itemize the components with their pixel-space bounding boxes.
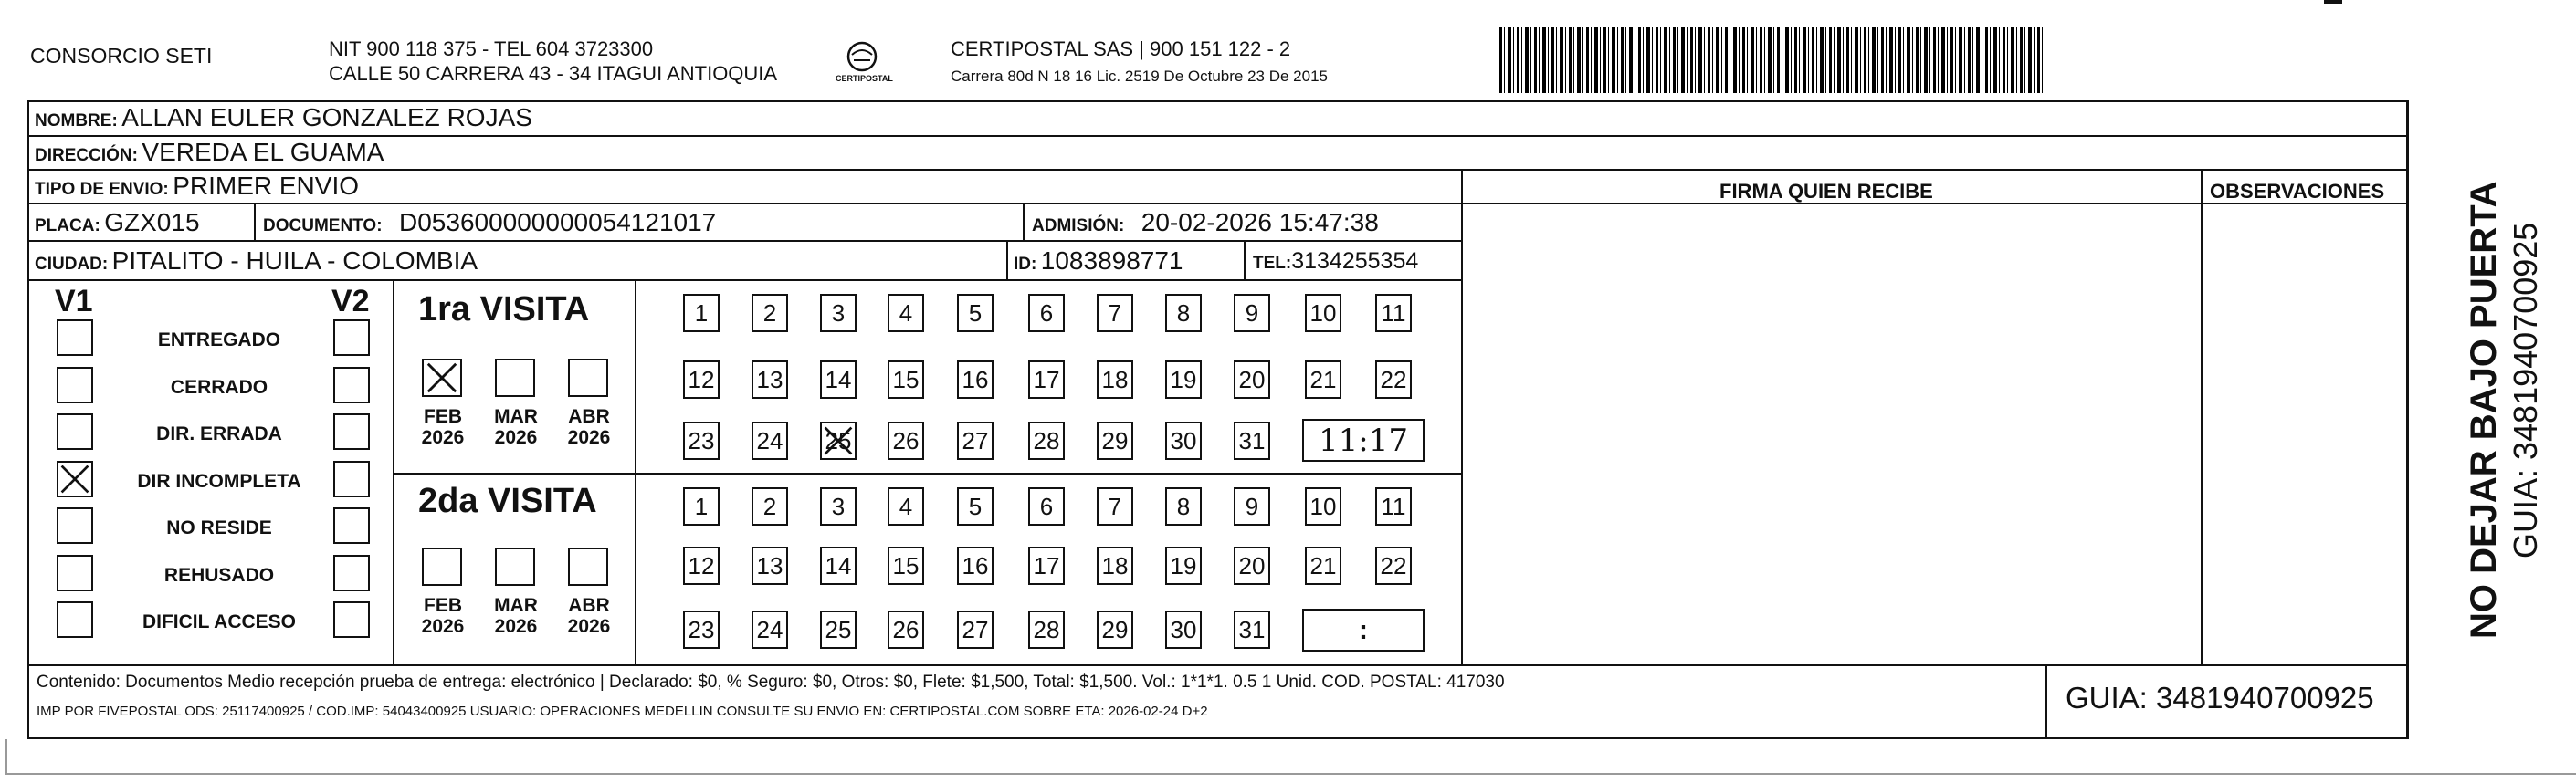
check-mark-icon [822,423,855,458]
observaciones-header: OBSERVACIONES [2210,180,2385,203]
admision-value: 20-02-2026 15:47:38 [1141,208,1379,236]
day-box-27[interactable]: 27 [957,611,994,649]
documento-value: D053600000000054121017 [399,208,717,236]
v2-header: V2 [331,284,370,318]
month-name: MAR [494,406,538,427]
id-label: ID: [1014,255,1037,274]
day-box-15[interactable]: 15 [888,360,924,399]
day-box-30[interactable]: 30 [1165,422,1202,460]
day-box-9[interactable]: 9 [1234,294,1270,332]
status-label: ENTREGADO [157,329,281,350]
footer-guia: GUIA: 3481940700925 [2066,681,2374,715]
tipo-value: PRIMER ENVIO [173,172,360,200]
day-box-29[interactable]: 29 [1097,611,1133,649]
month-name: ABR [568,406,610,427]
day-box-5[interactable]: 5 [957,487,994,526]
direccion-value: VEREDA EL GUAMA [142,138,384,166]
admision-cell [1032,210,1379,235]
logo-text: CERTIPOSTAL [836,74,893,83]
day-box-17[interactable]: 17 [1028,360,1065,399]
month-checkbox-mar[interactable] [495,548,535,586]
admision-label: ADMISIÓN: [1032,216,1125,235]
month-checkbox-mar[interactable] [495,359,535,397]
certi-line1: CERTIPOSTAL SAS | 900 151 122 - 2 [951,37,1291,60]
visit2-time-field[interactable]: : [1302,609,1425,652]
status-v2-checkbox[interactable] [333,319,370,356]
day-box-16[interactable]: 16 [957,547,994,585]
month-label [562,595,616,637]
day-box-8[interactable]: 8 [1165,294,1202,332]
day-box-4[interactable]: 4 [888,487,924,526]
day-box-26[interactable]: 26 [888,422,924,460]
ciudad-value: PITALITO - HUILA - COLOMBIA [111,246,478,275]
day-box-4[interactable]: 4 [888,294,924,332]
month-label [415,595,470,637]
status-v1-checkbox[interactable] [57,461,93,497]
status-label: DIR INCOMPLETA [137,471,301,492]
status-v1-checkbox[interactable] [57,601,93,638]
status-label: REHUSADO [163,565,275,586]
status-v1-checkbox[interactable] [57,507,93,544]
status-v1-checkbox[interactable] [57,367,93,403]
day-box-10[interactable]: 10 [1305,294,1341,332]
form-frame [27,100,2408,739]
direccion-row [35,140,384,165]
day-box-25[interactable]: 25 [820,422,857,460]
day-box-13[interactable]: 13 [752,547,788,585]
tel-value: 3134255354 [1291,248,1419,274]
day-box-28[interactable]: 28 [1028,611,1065,649]
month-checkbox-feb[interactable] [422,359,462,397]
corner-mark [2324,0,2342,4]
month-year: 2026 [494,616,538,638]
status-label: DIR. ERRADA [156,423,282,444]
day-box-17[interactable]: 17 [1028,547,1065,585]
month-label [562,406,616,448]
month-name: FEB [424,406,462,427]
day-box-12[interactable]: 12 [683,360,720,399]
day-box-3[interactable]: 3 [820,487,857,526]
side-guia: GUIA: 3481940700925 [2507,222,2544,559]
day-box-19[interactable]: 19 [1165,547,1202,585]
side-warning: NO DEJAR BAJO PUERTA [2464,181,2504,639]
day-box-11[interactable]: 11 [1375,487,1412,526]
status-v2-checkbox[interactable] [333,367,370,403]
day-box-18[interactable]: 18 [1097,360,1133,399]
v1-header: V1 [55,284,93,318]
day-box-22[interactable]: 22 [1375,360,1412,399]
month-year: 2026 [421,616,465,638]
day-box-6[interactable]: 6 [1028,487,1065,526]
day-box-1[interactable]: 1 [683,487,720,526]
company-name: CONSORCIO SETI [30,44,213,68]
day-box-16[interactable]: 16 [957,360,994,399]
ciudad-cell [35,248,478,274]
day-box-27[interactable]: 27 [957,422,994,460]
day-box-11[interactable]: 11 [1375,294,1412,332]
day-box-2[interactable]: 2 [752,294,788,332]
status-v2-checkbox[interactable] [333,555,370,591]
day-box-13[interactable]: 13 [752,360,788,399]
tipo-row [35,173,359,199]
placa-label: PLACA: [35,216,100,235]
day-box-20[interactable]: 20 [1234,547,1270,585]
firma-header: FIRMA QUIEN RECIBE [1719,180,1933,203]
certi-line2: Carrera 80d N 18 16 Lic. 2519 De Octubre 23 De 2015 [951,68,1328,85]
month-label [489,406,543,448]
day-box-24[interactable]: 24 [752,611,788,649]
documento-cell [263,210,716,235]
tipo-label: TIPO DE ENVIO: [35,180,169,199]
status-v2-checkbox[interactable] [333,413,370,450]
check-mark-icon [58,463,91,496]
day-box-23[interactable]: 23 [683,611,720,649]
placa-cell [35,210,200,235]
month-year: 2026 [494,427,538,449]
day-box-26[interactable]: 26 [888,611,924,649]
day-box-24[interactable]: 24 [752,422,788,460]
certipostal-logo [836,37,893,89]
visit1-time-field[interactable]: 11:17 [1302,419,1425,462]
day-box-29[interactable]: 29 [1097,422,1133,460]
visit1-title: 1ra VISITA [418,290,590,329]
day-box-23[interactable]: 23 [683,422,720,460]
day-box-1[interactable]: 1 [683,294,720,332]
month-checkbox-feb[interactable] [422,548,462,586]
status-v2-checkbox[interactable] [333,461,370,497]
nombre-value: ALLAN EULER GONZALEZ ROJAS [121,103,532,131]
day-box-2[interactable]: 2 [752,487,788,526]
nombre-row [35,105,532,130]
barcode [1499,27,2043,93]
day-box-8[interactable]: 8 [1165,487,1202,526]
status-v2-checkbox[interactable] [333,507,370,544]
nombre-label: NOMBRE: [35,111,118,130]
tel-label: TEL: [1253,254,1292,273]
status-label: CERRADO [170,377,268,398]
day-box-28[interactable]: 28 [1028,422,1065,460]
month-year: 2026 [421,427,465,449]
address-line: CALLE 50 CARRERA 43 - 34 ITAGUI ANTIOQUIA [329,62,778,85]
nit-line: NIT 900 118 375 - TEL 604 3723300 [329,37,654,60]
month-year: 2026 [567,616,611,638]
day-box-14[interactable]: 14 [820,547,857,585]
day-box-18[interactable]: 18 [1097,547,1133,585]
day-box-6[interactable]: 6 [1028,294,1065,332]
day-box-21[interactable]: 21 [1305,547,1341,585]
footer-line1: Contenido: Documentos Medio recepción prueba de entrega: electrónico | Declarado: $0, % Seguro: $0, Otros: $0, Flete: $1,500, Total: $1,500. Vol.: 1*1*1. 0.5 1 Unid. COD. POSTAL: 417030 [37,673,1505,692]
documento-label: DOCUMENTO: [263,216,383,235]
month-name: MAR [494,595,538,616]
id-cell [1014,248,1183,274]
month-label [489,595,543,637]
month-checkbox-abr[interactable] [568,359,608,397]
day-box-3[interactable]: 3 [820,294,857,332]
status-label: NO RESIDE [166,517,272,538]
day-box-7[interactable]: 7 [1097,294,1133,332]
day-box-7[interactable]: 7 [1097,487,1133,526]
day-box-9[interactable]: 9 [1234,487,1270,526]
day-box-5[interactable]: 5 [957,294,994,332]
ciudad-label: CIUDAD: [35,255,109,274]
day-box-20[interactable]: 20 [1234,360,1270,399]
status-v1-checkbox[interactable] [57,555,93,591]
day-box-12[interactable]: 12 [683,547,720,585]
direccion-label: DIRECCIÓN: [35,146,138,165]
tel-cell [1253,250,1418,273]
month-year: 2026 [567,427,611,449]
id-value: 1083898771 [1040,246,1183,275]
check-mark-icon [424,360,460,395]
month-name: ABR [568,595,610,616]
day-box-19[interactable]: 19 [1165,360,1202,399]
month-name: FEB [424,595,462,616]
month-checkbox-abr[interactable] [568,548,608,586]
placa-value: GZX015 [104,208,200,236]
status-v2-checkbox[interactable] [333,601,370,638]
day-box-21[interactable]: 21 [1305,360,1341,399]
day-box-14[interactable]: 14 [820,360,857,399]
day-box-25[interactable]: 25 [820,611,857,649]
day-box-30[interactable]: 30 [1165,611,1202,649]
month-label [415,406,470,448]
day-box-31[interactable]: 31 [1234,611,1270,649]
day-box-22[interactable]: 22 [1375,547,1412,585]
visit2-title: 2da VISITA [418,482,597,520]
status-v1-checkbox[interactable] [57,413,93,450]
day-box-31[interactable]: 31 [1234,422,1270,460]
status-label: DIFICIL ACCESO [142,611,296,632]
footer-line2: IMP POR FIVEPOSTAL ODS: 25117400925 / COD.IMP: 54043400925 USUARIO: OPERACIONES MEDELLIN CONSULTE SU ENVIO EN: CERTIPOSTAL.COM SOBRE ETA: 2026-02-24 D+2 [37,704,1208,719]
status-v1-checkbox[interactable] [57,319,93,356]
day-box-10[interactable]: 10 [1305,487,1341,526]
day-box-15[interactable]: 15 [888,547,924,585]
